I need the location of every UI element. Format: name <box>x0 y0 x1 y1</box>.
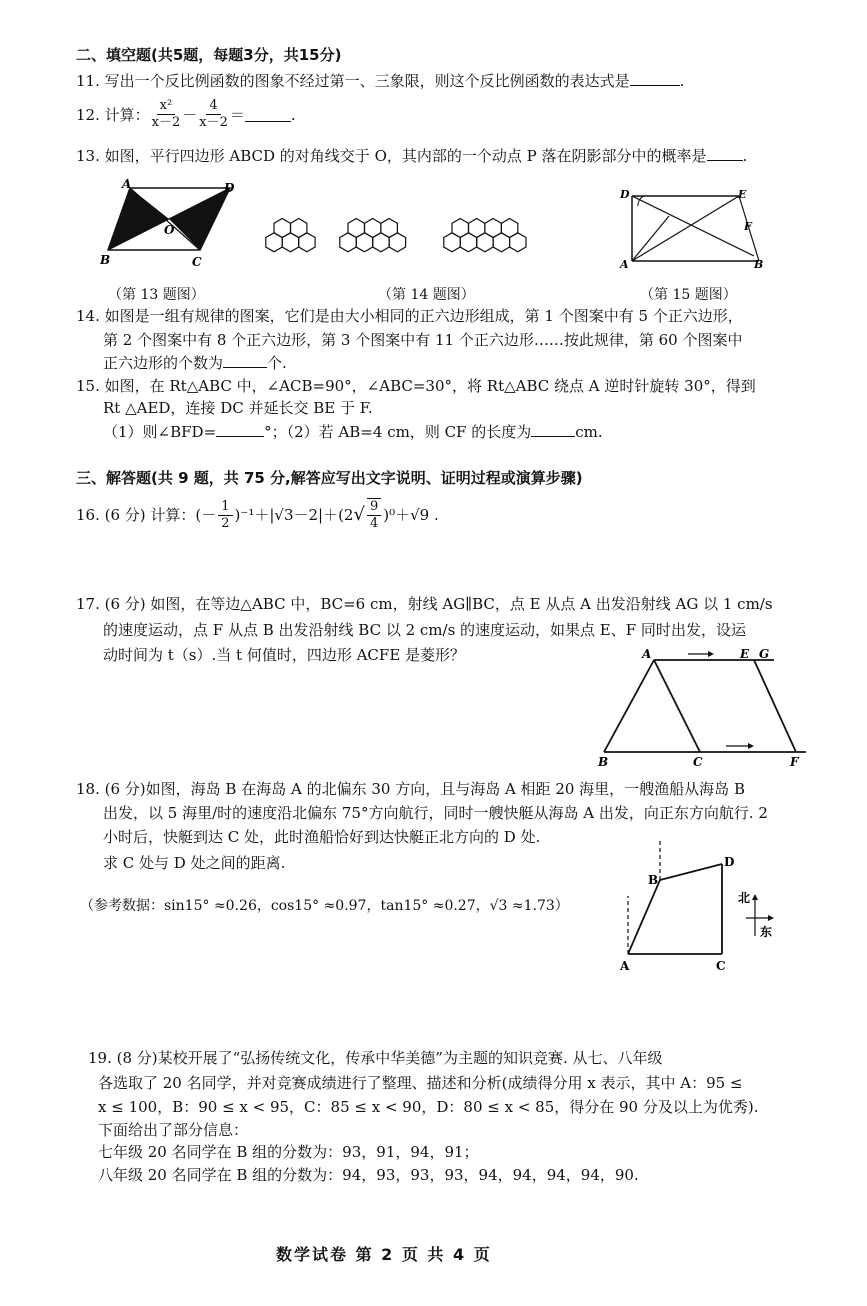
caption-15: （第 15 题图） <box>640 287 737 303</box>
question-19-line-4: 下面给出了部分信息： <box>98 1121 249 1139</box>
question-17-line-1: 17. (6 分) 如图，在等边△ABC 中，BC=6 cm，射线 AG∥BC，点 E 从点 A 出发沿射线 AG 以 1 cm/s <box>76 595 773 613</box>
label-e: E <box>740 647 750 661</box>
hexagon <box>493 233 510 252</box>
answer-blank-12[interactable] <box>245 107 291 122</box>
segment-bd <box>660 864 722 880</box>
label-b: B <box>648 873 659 887</box>
segment-ab <box>628 880 660 954</box>
caption-14: （第 14 题图） <box>378 287 475 303</box>
north-arrow-icon <box>752 894 758 900</box>
question-18-line-3: 小时后，快艇到达 C 处，此时渔船恰好到达快艇正北方向的 D 处. <box>103 828 541 846</box>
hexagon <box>460 233 477 252</box>
figure-13 <box>100 178 240 273</box>
question-14-line-2: 第 2 个图案中有 8 个正六边形，第 3 个图案中有 11 个正六边形……按此规律，第 60 个图案中 <box>103 331 743 349</box>
question-14-line-3: 正六边形的个数为 个. <box>103 354 287 372</box>
section-2-title: 二、填空题(共5题，每题3分，共15分) <box>76 46 342 64</box>
question-19-line-3: x ≤ 100，B：90 ≤ x < 95，C：85 ≤ x < 90，D：80 ≤ x < 85，得分在 90 分及以上为优秀). <box>98 1098 759 1116</box>
label-b: B <box>598 755 609 768</box>
hexagon <box>340 233 356 252</box>
question-11: 11. 写出一个反比例函数的图象不经过第一、三象限，则这个反比例函数的表达式是 . <box>76 72 685 90</box>
shaded-triangle-right <box>169 188 230 250</box>
question-12: 12. 计算： $\frac{\text{x²}}{x-2}$ － $\frac{4}{x-2}$ ＝ . <box>76 98 296 130</box>
question-15-line-3: （1）则∠BFD= °；（2）若 AB=4 cm，则 CF 的长度为 cm. <box>103 423 603 441</box>
question-19-line-5: 七年级 20 名同学在 B 组的分数为：93，91，94，91； <box>98 1143 479 1161</box>
label-a: A <box>620 258 629 271</box>
hexagon <box>266 233 282 252</box>
label-d: D <box>724 855 735 869</box>
answer-blank-13[interactable] <box>707 146 743 161</box>
question-14-line-1: 14. 如图是一组有规律的图案，它们是由大小相同的正六边形组成，第 1 个图案中有 5 个正六边形， <box>76 307 743 325</box>
question-19-line-6: 八年级 20 名同学在 B 组的分数为：94，93，93，93，94，94，94，94，90. <box>98 1166 639 1184</box>
question-18-line-1: 18. (6 分)如图，海岛 B 在海岛 A 的北偏东 30 方向，且与海岛 A 相距 20 海里，一艘渔船从海岛 B <box>76 780 745 798</box>
answer-blank-14[interactable] <box>223 353 267 368</box>
figure-17 <box>596 640 816 768</box>
hexagon-patterns <box>266 219 526 252</box>
east-arrow-icon <box>768 915 774 921</box>
figure-15 <box>614 186 774 276</box>
label-o: O <box>164 223 175 237</box>
hexagon <box>299 233 315 252</box>
question-17-line-3: 动时间为 t（s）.当 t 何值时，四边形 ACFE 是菱形？ <box>103 646 466 664</box>
figure-14 <box>262 210 562 270</box>
question-11-text: 11. 写出一个反比例函数的图象不经过第一、三象限，则这个反比例函数的表达式是 <box>76 72 630 90</box>
label-g: G <box>759 647 770 661</box>
question-13-text: 13. 如图，平行四边形 ABCD 的对角线交于 O，其内部的一个动点 P 落在阴影部分中的概率是 <box>76 147 707 165</box>
segment-df <box>632 196 754 256</box>
section-3-title: 三、解答题(共 9 题，共 75 分,解答应写出文字说明、证明过程或演算步骤) <box>76 469 583 487</box>
label-e: E <box>738 188 747 201</box>
shaded-triangle-left <box>108 188 169 250</box>
label-c: C <box>716 959 726 973</box>
hexagon <box>282 233 299 252</box>
label-d: D <box>620 188 630 201</box>
question-19-line-2: 各选取了 20 名同学，并对竞赛成绩进行了整理、描述和分析(成绩得分用 x 表示，其中 A：95 ≤ <box>98 1074 743 1092</box>
hexagon <box>389 233 406 252</box>
question-12-label: 12. 计算： <box>76 105 150 124</box>
label-east: 东 <box>760 925 773 939</box>
segment-ac <box>632 216 669 261</box>
arrow-e-icon <box>708 651 714 657</box>
label-d: D <box>224 181 235 195</box>
label-c: C <box>693 755 703 768</box>
page-footer: 数学试卷 第 2 页 共 4 页 <box>276 1245 492 1264</box>
arrow-f-icon <box>748 743 754 749</box>
question-13: 13. 如图，平行四边形 ABCD 的对角线交于 O，其内部的一个动点 P 落在阴影部分中的概率是 . <box>76 147 748 165</box>
figure-18 <box>610 836 790 976</box>
answer-blank-15-2[interactable] <box>531 422 575 437</box>
question-18-reference: （参考数据：sin15° ≈0.26，cos15° ≈0.97，tan15° ≈0.27，√3 ≈1.73） <box>80 898 569 914</box>
question-15-line-1: 15. 如图，在 Rt△ABC 中，∠ACB=90°，∠ABC=30°，将 Rt△ABC 绕点 A 逆时针旋转 30°，得到 <box>76 377 756 395</box>
label-f: F <box>790 755 799 768</box>
fraction-2: $\frac{4}{x-2}$ <box>199 98 228 130</box>
question-16: 16. (6 分) 计算：(－ $\frac{1}{2}$ )⁻¹＋|√3－2|＋(2 √ $\frac{9}{4}$ )⁰＋√9 . <box>76 498 439 531</box>
question-18-line-4: 求 C 处与 D 处之间的距离. <box>103 854 286 872</box>
hexagon <box>356 233 373 252</box>
question-18-line-2: 出发，以 5 海里/时的速度沿北偏东 75°方向航行，同时一艘快艇从海岛 A 出发，向正东方向航行. 2 <box>103 804 768 822</box>
label-a: A <box>620 959 630 973</box>
label-b: B <box>100 253 111 267</box>
segment-ef <box>754 660 796 752</box>
segment-ac <box>654 660 700 752</box>
hexagon <box>510 233 526 252</box>
hexagon <box>477 233 493 252</box>
label-b: B <box>754 258 764 271</box>
question-15-line-2: Rt △AED，连接 DC 并延长交 BE 于 F. <box>103 399 373 417</box>
label-a: A <box>642 647 652 661</box>
label-f: F <box>744 220 752 233</box>
label-north: 北 <box>738 891 751 905</box>
hexagon <box>373 233 389 252</box>
hexagon <box>444 233 460 252</box>
question-19-line-1: 19. (8 分)某校开展了“弘扬传统文化，传承中华美德”为主题的知识竞赛. 从七、八年级 <box>88 1049 663 1067</box>
caption-13: （第 13 题图） <box>108 287 205 303</box>
segment-ab <box>604 660 654 752</box>
answer-blank-11[interactable] <box>630 71 680 86</box>
label-a: A <box>122 178 132 191</box>
label-c: C <box>192 255 202 269</box>
answer-blank-15-1[interactable] <box>216 422 264 437</box>
segment-ae <box>632 196 739 261</box>
fraction-1: $\frac{\text{x²}}{x-2}$ <box>151 98 181 130</box>
question-17-line-2: 的速度运动，点 F 从点 B 出发沿射线 BC 以 2 cm/s 的速度运动，如果点 E、F 同时出发，设运 <box>103 621 746 639</box>
